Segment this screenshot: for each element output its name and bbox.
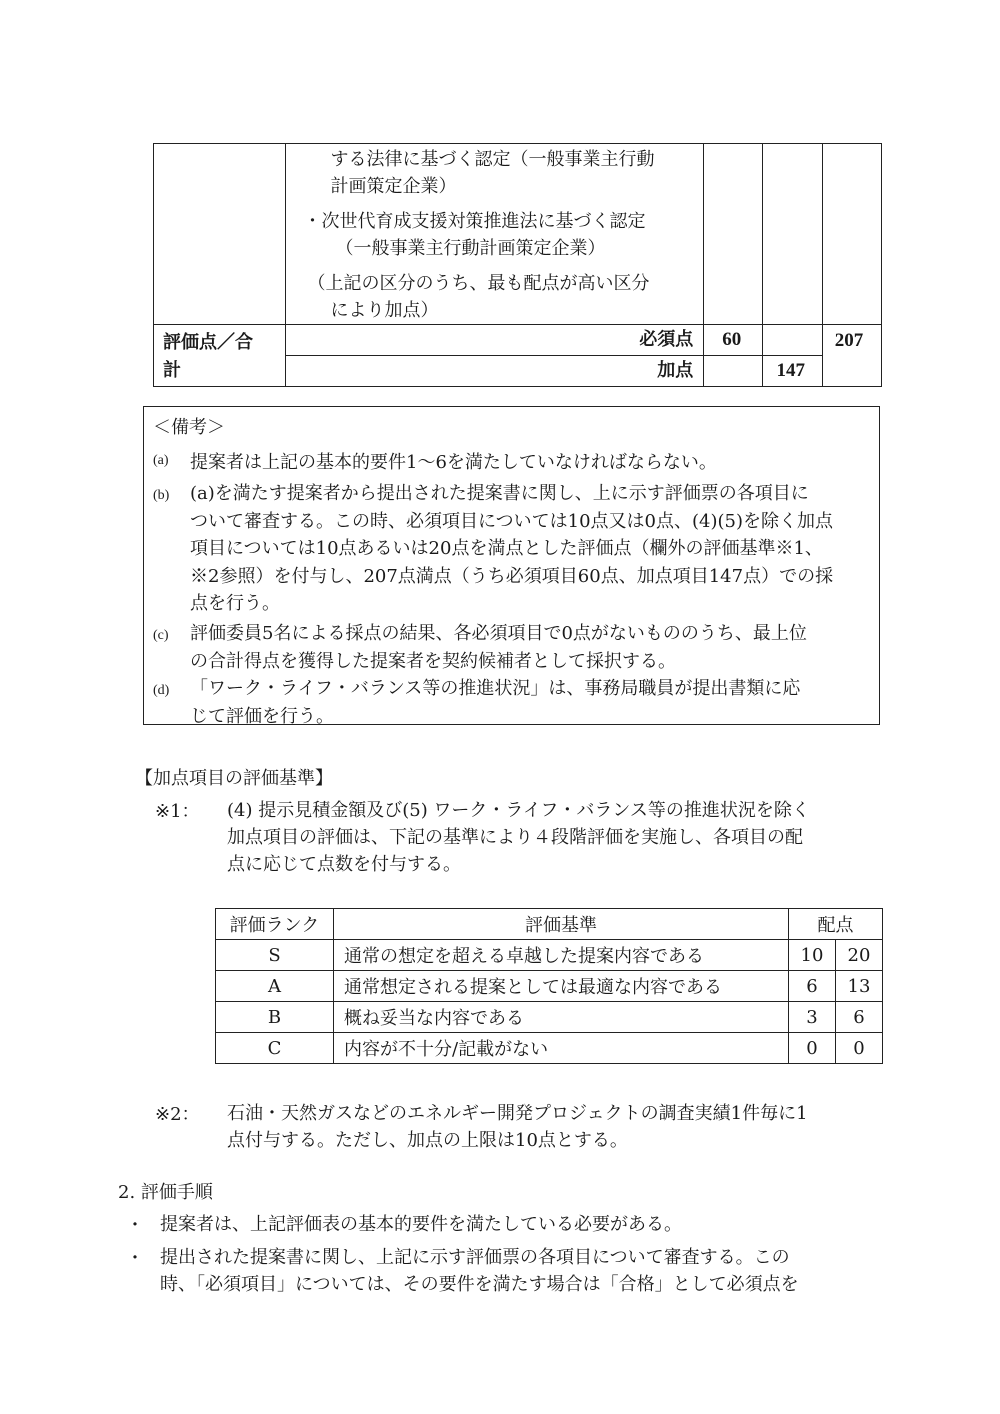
bullet: ・: [126, 1215, 144, 1236]
table-row: [154, 325, 882, 356]
points-10-cell: 3: [789, 1002, 836, 1033]
procedure-line: 提案者は、上記評価表の基本的要件を満たしている必要がある。: [160, 1214, 682, 1235]
total-label-line: 計: [163, 360, 181, 381]
points-20-cell: 13: [836, 971, 883, 1002]
remark-line: 提案者は上記の基本的要件1～6を満たしていなければならない。: [190, 452, 717, 473]
procedure-item: [160, 1244, 799, 1298]
item-description-cell: [285, 144, 704, 325]
bonus-points-label: 加点: [285, 356, 704, 387]
item-line: により加点）: [330, 300, 439, 321]
rank-cell: A: [216, 971, 334, 1002]
required-points-label: 必須点: [285, 325, 704, 356]
table-row: [216, 971, 883, 1002]
total-label-line: 評価点／合: [163, 332, 253, 353]
points-20-cell: 0: [836, 1033, 883, 1064]
remark-line: 評価委員5名による採点の結果、各必須項目で0点がないもののうち、最上位: [190, 623, 807, 644]
remark-mark: (a): [153, 453, 169, 468]
rank-table: [215, 908, 883, 1064]
points-10-cell: 10: [789, 940, 836, 971]
remarks-title: ＜備考＞: [153, 417, 225, 438]
score-cell: [704, 144, 763, 325]
criteria-cell: 概ね妥当な内容である: [334, 1002, 789, 1033]
table-row: [216, 1033, 883, 1064]
required-points-value: 60: [704, 325, 763, 356]
score-cell: [763, 144, 822, 325]
score-cell: [763, 325, 822, 356]
total-label-cell: [154, 325, 286, 387]
criteria-cell: 通常の想定を超える卓越した提案内容である: [334, 940, 789, 971]
points-20-cell: 20: [836, 940, 883, 971]
item-line: する法律に基づく認定（一般事業主行動: [330, 149, 655, 170]
bullet: ・: [126, 1248, 144, 1269]
note2-mark: ※2：: [155, 1104, 200, 1125]
table-header-row: [216, 909, 883, 940]
category-cell: [154, 144, 286, 325]
remark-line: 点を行う。: [190, 593, 280, 614]
score-cell: [704, 356, 763, 387]
remark-line: ついて審査する。この時、必須項目については10点又は0点、(4)(5)を除く加点: [190, 510, 833, 532]
bonus-points-value: 147: [763, 356, 822, 387]
procedure-item: [160, 1211, 682, 1238]
note1-mark: ※1：: [155, 801, 200, 822]
bonus-criteria-heading: 【加点項目の評価基準】: [135, 768, 333, 789]
item-line: （上記の区分のうち、最も配点が高い区分: [307, 273, 650, 294]
header-points: 配点: [789, 909, 883, 940]
procedure-heading: 2. 評価手順: [118, 1182, 213, 1203]
remark-mark: (c): [153, 628, 169, 643]
note2-line: 点付与する。ただし、加点の上限は10点とする。: [227, 1130, 628, 1151]
table-row: [216, 940, 883, 971]
header-criteria: 評価基準: [334, 909, 789, 940]
rank-cell: S: [216, 940, 334, 971]
evaluation-table: [153, 143, 882, 387]
item-line: ・次世代育成支援対策推進法に基づく認定: [303, 211, 646, 232]
remark-line: 項目については10点あるいは20点を満点とした評価点（欄外の評価基準※1、: [190, 538, 823, 559]
note1-text: [227, 797, 810, 878]
remark-mark: (d): [153, 683, 170, 698]
item-line: （一般事業主行動計画策定企業）: [335, 238, 606, 259]
remarks-box: [143, 406, 880, 725]
header-rank: 評価ランク: [216, 909, 334, 940]
criteria-cell: 通常想定される提案としては最適な内容である: [334, 971, 789, 1002]
note1-line: 点に応じて点数を付与する。: [227, 854, 461, 875]
procedure-line: 時、「必須項目」については、その要件を満たす場合は「合格」として必須点を: [160, 1274, 799, 1295]
remark-line: じて評価を行う。: [190, 705, 334, 727]
remark-line: の合計得点を獲得した提案者を契約候補者として採択する。: [190, 650, 676, 672]
points-10-cell: 0: [789, 1033, 836, 1064]
points-20-cell: 6: [836, 1002, 883, 1033]
points-10-cell: 6: [789, 971, 836, 1002]
score-cell: [822, 144, 881, 325]
table-row: [216, 1002, 883, 1033]
procedure-line: 提出された提案書に関し、上記に示す評価票の各項目について審査する。この: [160, 1247, 790, 1268]
grand-total-value: 207: [822, 325, 881, 387]
note2-text: [227, 1100, 808, 1154]
table-row: [154, 144, 882, 325]
remark-line: (a)を満たす提案者から提出された提案書に関し、上に示す評価票の各項目に: [190, 483, 809, 504]
note2-line: 石油・天然ガスなどのエネルギー開発プロジェクトの調査実績1件毎に1: [227, 1103, 808, 1124]
item-line: 計画策定企業）: [330, 176, 457, 197]
criteria-cell: 内容が不十分/記載がない: [334, 1033, 789, 1064]
note1-line: 加点項目の評価は、下記の基準により４段階評価を実施し、各項目の配: [227, 827, 803, 848]
rank-cell: B: [216, 1002, 334, 1033]
rank-cell: C: [216, 1033, 334, 1064]
remark-line: 「ワーク・ライフ・バランス等の推進状況」は、事務局職員が提出書類に応: [190, 678, 801, 699]
remark-mark: (b): [153, 488, 170, 503]
remark-line: ※2参照）を付与し、207点満点（うち必須項目60点、加点項目147点）での採: [190, 565, 834, 587]
note1-line: (4) 提示見積金額及び(5) ワーク・ライフ・バランス等の推進状況を除く: [227, 800, 810, 821]
